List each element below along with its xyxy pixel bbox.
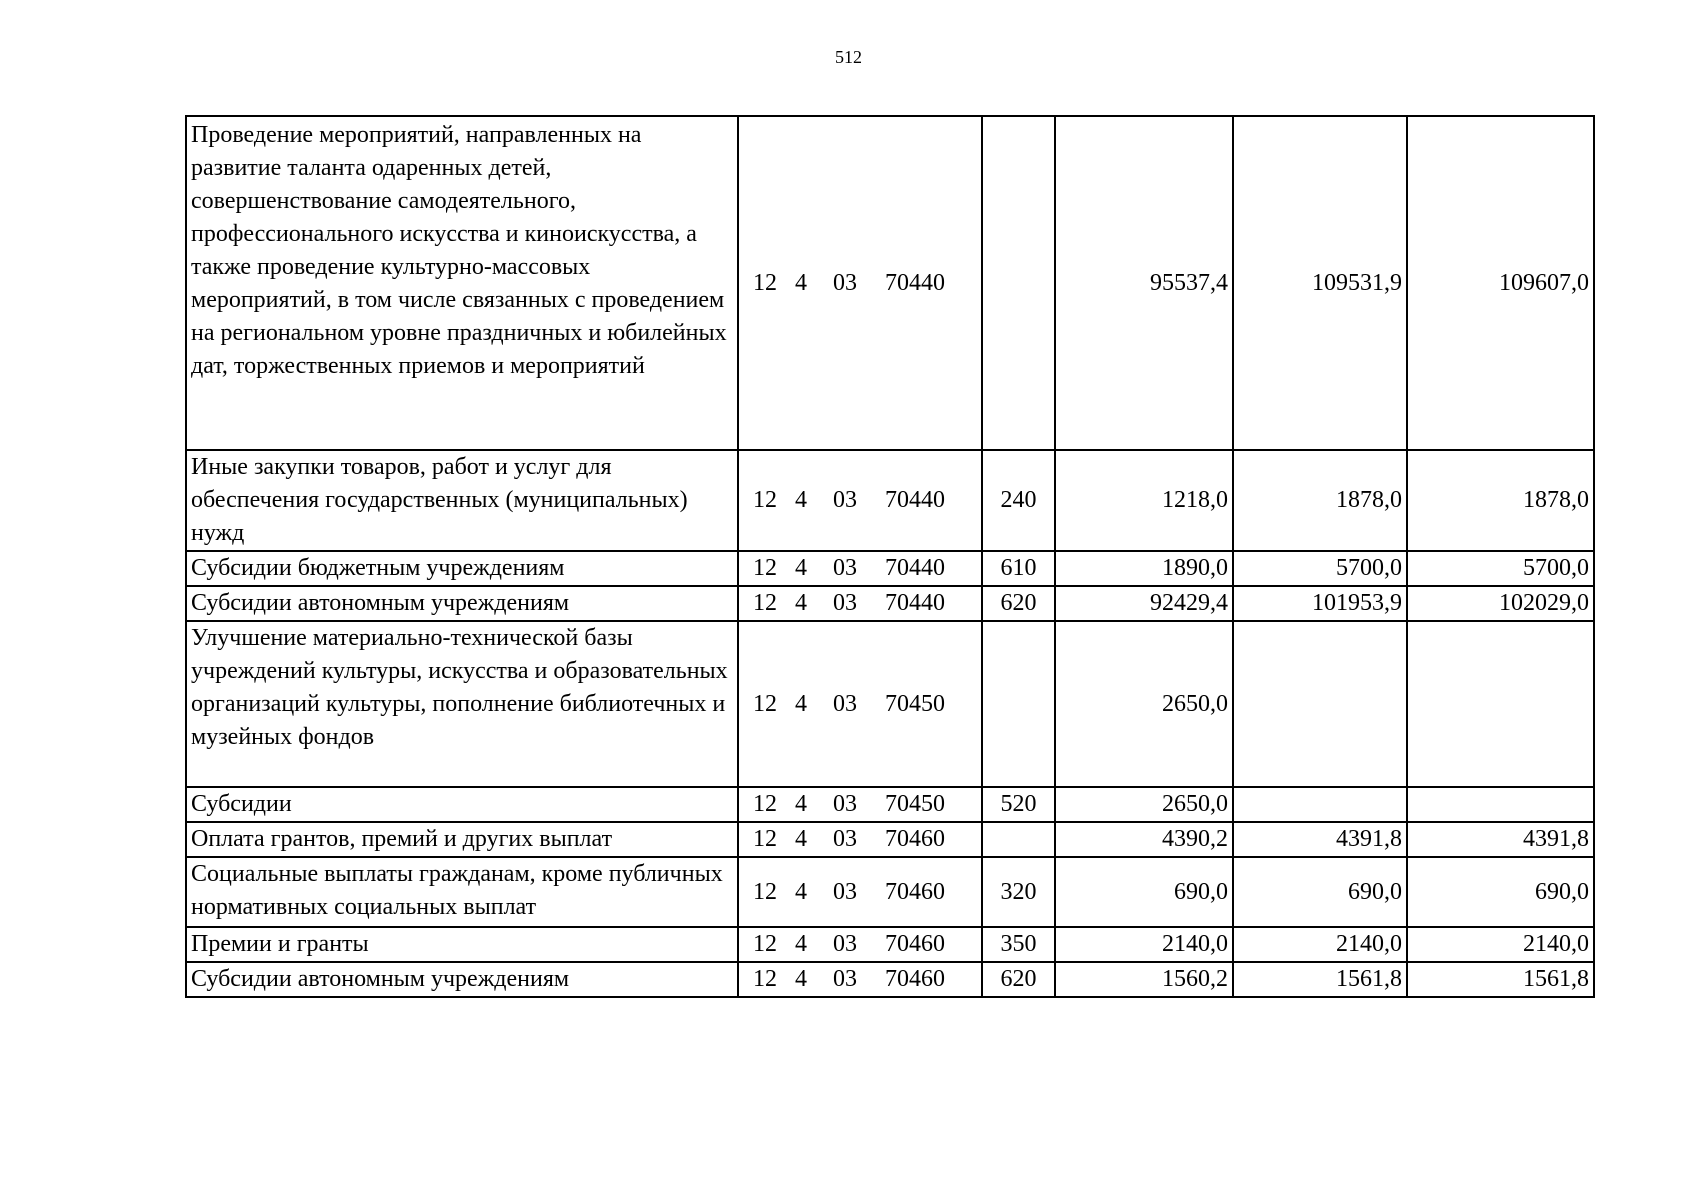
code-part: 12	[753, 791, 777, 817]
row-name: Субсидии автономным учреждениям	[186, 962, 738, 997]
amount-year-1: 92429,4	[1055, 586, 1233, 621]
row-name: Субсидии автономным учреждениям	[186, 586, 738, 621]
program-code	[738, 116, 982, 450]
table-row	[186, 621, 1594, 787]
amount-year-3: 5700,0	[1407, 551, 1594, 586]
amount-year-1: 2650,0	[1055, 621, 1233, 787]
amount-year-1: 1560,2	[1055, 962, 1233, 997]
page-number: 512	[835, 47, 862, 67]
amount-year-3: 102029,0	[1407, 586, 1594, 621]
amount-year-2: 101953,9	[1233, 586, 1407, 621]
code-part: 4	[795, 487, 807, 513]
code-part: 70460	[885, 931, 945, 957]
code-part: 70460	[885, 966, 945, 992]
code-part: 4	[795, 269, 807, 296]
code-part: 70440	[885, 555, 945, 581]
amount-year-2: 1878,0	[1233, 450, 1407, 551]
program-code	[738, 962, 982, 997]
amount-year-3: 1878,0	[1407, 450, 1594, 551]
expense-type: 620	[982, 586, 1055, 621]
row-name: Иные закупки товаров, работ и услуг для обеспечения государственных (муниципальных) нужд	[186, 450, 738, 551]
amount-year-2: 109531,9	[1233, 116, 1407, 450]
program-code	[738, 822, 982, 857]
amount-year-3: 2140,0	[1407, 927, 1594, 962]
amount-year-1: 2650,0	[1055, 787, 1233, 822]
row-name: Субсидии	[186, 787, 738, 822]
amount-year-3: 4391,8	[1407, 822, 1594, 857]
code-part: 12	[753, 590, 777, 616]
expense-type: 520	[982, 787, 1055, 822]
expense-type: 620	[982, 962, 1055, 997]
code-part: 12	[753, 931, 777, 957]
row-name: Субсидии бюджетным учреждениям	[186, 551, 738, 586]
code-part: 4	[795, 878, 807, 905]
code-part: 4	[795, 590, 807, 616]
code-part: 03	[833, 590, 857, 616]
expense-type: 240	[982, 450, 1055, 551]
amount-year-1: 1890,0	[1055, 551, 1233, 586]
row-name: Социальные выплаты гражданам, кроме публичных нормативных социальных выплат	[186, 857, 738, 927]
expense-type	[982, 116, 1055, 450]
table-row	[186, 857, 1594, 927]
code-part: 03	[833, 791, 857, 817]
expense-type: 610	[982, 551, 1055, 586]
amount-year-1: 4390,2	[1055, 822, 1233, 857]
amount-year-3: 109607,0	[1407, 116, 1594, 450]
table-row	[186, 450, 1594, 551]
code-part: 12	[753, 269, 777, 296]
code-part: 4	[795, 791, 807, 817]
code-part: 03	[833, 555, 857, 581]
code-part: 4	[795, 826, 807, 852]
code-part: 70440	[885, 487, 945, 513]
row-name: Проведение мероприятий, направленных на развитие таланта одаренных детей, совершенствование самодеятельного, профессионального искусства и киноискусства, а также проведение культурно-массовых мероприятий, в том числе связанных с проведением на региональном уровне праздничных и юбилейных дат, торжественных приемов и мероприятий	[186, 116, 738, 450]
program-code	[738, 787, 982, 822]
program-code	[738, 551, 982, 586]
amount-year-2: 690,0	[1233, 857, 1407, 927]
code-part: 4	[795, 690, 807, 717]
code-part: 12	[753, 826, 777, 852]
code-part: 70440	[885, 269, 945, 296]
code-part: 03	[833, 826, 857, 852]
code-part: 12	[753, 487, 777, 513]
expense-type	[982, 822, 1055, 857]
table-row	[186, 787, 1594, 822]
code-part: 4	[795, 966, 807, 992]
code-part: 4	[795, 931, 807, 957]
amount-year-2: 5700,0	[1233, 551, 1407, 586]
code-part: 70450	[885, 690, 945, 717]
amount-year-3: 690,0	[1407, 857, 1594, 927]
amount-year-2	[1233, 621, 1407, 787]
program-code	[738, 927, 982, 962]
program-code	[738, 586, 982, 621]
amount-year-1: 95537,4	[1055, 116, 1233, 450]
program-code	[738, 450, 982, 551]
table-row	[186, 822, 1594, 857]
code-part: 12	[753, 878, 777, 905]
table-row	[186, 962, 1594, 997]
code-part: 12	[753, 555, 777, 581]
amount-year-3	[1407, 621, 1594, 787]
expense-type: 320	[982, 857, 1055, 927]
code-part: 03	[833, 966, 857, 992]
table-row	[186, 927, 1594, 962]
amount-year-1: 1218,0	[1055, 450, 1233, 551]
amount-year-2: 2140,0	[1233, 927, 1407, 962]
program-code	[738, 857, 982, 927]
code-part: 70460	[885, 826, 945, 852]
table-row	[186, 551, 1594, 586]
code-part: 03	[833, 269, 857, 296]
code-part: 03	[833, 931, 857, 957]
amount-year-2: 4391,8	[1233, 822, 1407, 857]
amount-year-3	[1407, 787, 1594, 822]
amount-year-1: 690,0	[1055, 857, 1233, 927]
code-part: 03	[833, 487, 857, 513]
table-row	[186, 116, 1594, 450]
code-part: 4	[795, 555, 807, 581]
row-name: Улучшение материально-технической базы учреждений культуры, искусства и образовательных организаций культуры, пополнение библиотечных и музейных фондов	[186, 621, 738, 787]
row-name: Оплата грантов, премий и других выплат	[186, 822, 738, 857]
table-row	[186, 586, 1594, 621]
code-part: 70440	[885, 590, 945, 616]
amount-year-2	[1233, 787, 1407, 822]
code-part: 03	[833, 690, 857, 717]
program-code	[738, 621, 982, 787]
row-name: Премии и гранты	[186, 927, 738, 962]
code-part: 12	[753, 690, 777, 717]
code-part: 12	[753, 966, 777, 992]
expense-type	[982, 621, 1055, 787]
budget-table	[185, 115, 1595, 998]
amount-year-1: 2140,0	[1055, 927, 1233, 962]
code-part: 70450	[885, 791, 945, 817]
code-part: 70460	[885, 878, 945, 905]
expense-type: 350	[982, 927, 1055, 962]
amount-year-3: 1561,8	[1407, 962, 1594, 997]
code-part: 03	[833, 878, 857, 905]
amount-year-2: 1561,8	[1233, 962, 1407, 997]
